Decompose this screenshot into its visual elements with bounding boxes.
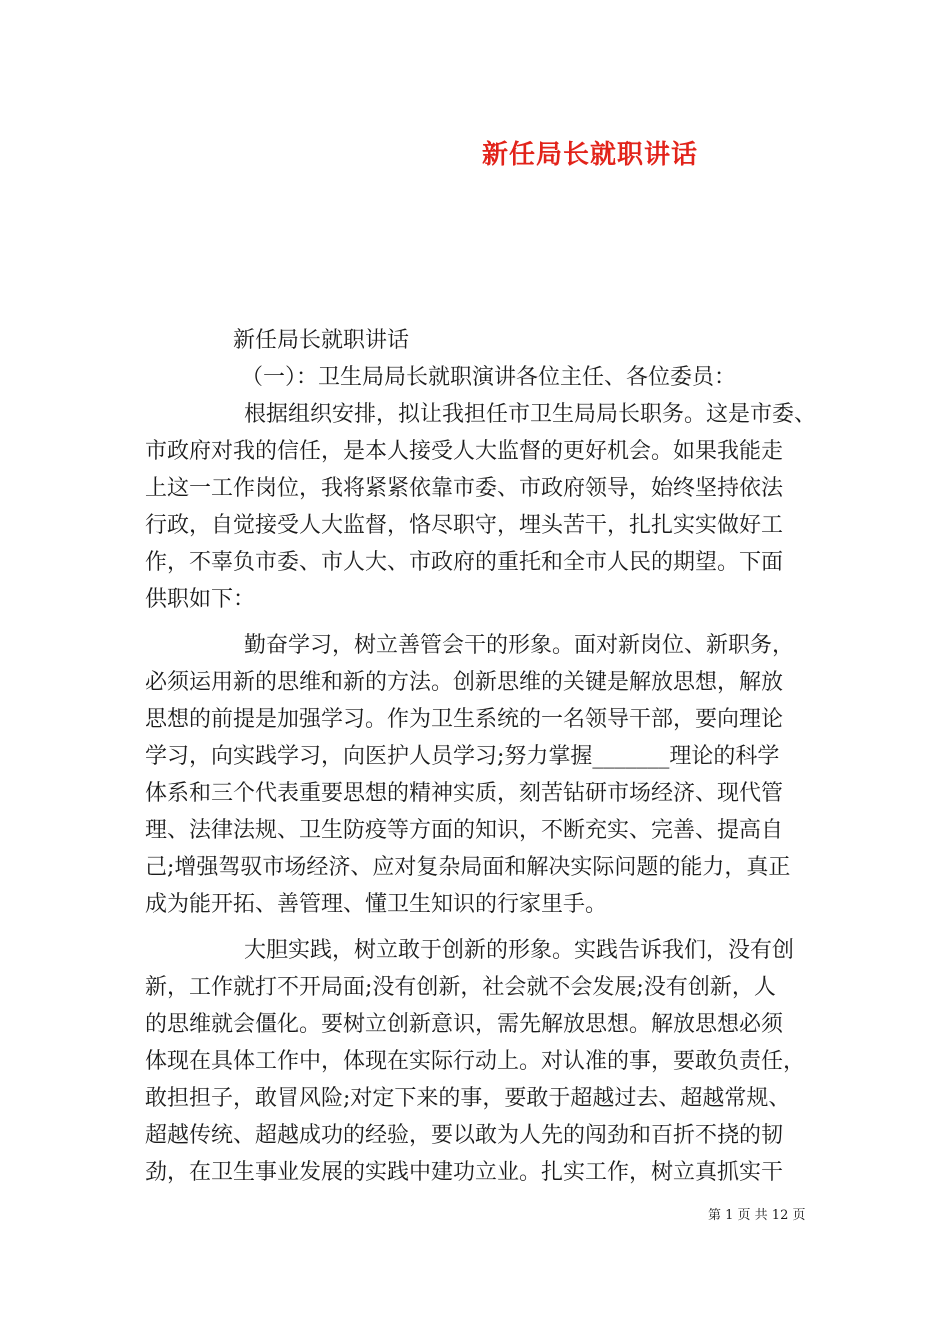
paragraph-line: 体现在具体工作中，体现在实际行动上。对认准的事，要敢负责任，: [145, 1049, 806, 1074]
paragraph-line: 必须运用新的思维和新的方法。创新思维的关键是解放思想，解放: [145, 670, 784, 695]
paragraph-line: 新，工作就打不开局面;没有创新，社会就不会发展;没有创新，人: [145, 975, 776, 1000]
paragraph-line: 勤奋学习，树立善管会干的形象。面对新岗位、新职务，: [244, 633, 795, 658]
paragraph-line: 的思维就会僵化。要树立创新意识，需先解放思想。解放思想必须: [145, 1012, 784, 1037]
paragraph-line: 超越传统、超越成功的经验，要以敢为人先的闯劲和百折不挠的韧: [145, 1123, 784, 1148]
paragraph-line: 学习，向实践学习，向医护人员学习;努力掌握_______理论的科学: [145, 744, 780, 769]
document-body: [145, 322, 825, 1191]
paragraph-line: 根据组织安排，拟让我担任市卫生局局长职务。这是市委、: [244, 402, 817, 427]
paragraph-line: 思想的前提是加强学习。作为卫生系统的一名领导干部，要向理论: [145, 707, 784, 732]
document-subtitle: 新任局长就职讲话: [233, 328, 410, 353]
paragraph-line: 理、法律法规、卫生防疫等方面的知识，不断充实、完善、提高自: [145, 818, 784, 843]
paragraph-line: 己;增强驾驭市场经济、应对复杂局面和解决实际问题的能力，真正: [145, 855, 791, 880]
paragraph-spacer: [145, 618, 825, 627]
paragraph-line: 供职如下：: [145, 587, 256, 612]
paragraph-spacer: [145, 923, 825, 932]
paragraph-line: 成为能开拓、善管理、懂卫生知识的行家里手。: [145, 892, 608, 917]
paragraph-line: 劲，在卫生事业发展的实践中建功立业。扎实工作，树立真抓实干: [145, 1160, 784, 1185]
paragraph-line: 敢担担子，敢冒风险;对定下来的事，要敢于超越过去、超越常规、: [145, 1086, 791, 1111]
paragraph-line: 市政府对我的信任，是本人接受人大监督的更好机会。如果我能走: [145, 439, 784, 464]
paragraph-line: 行政，自觉接受人大监督，恪尽职守，埋头苦干，扎扎实实做好工: [145, 513, 784, 538]
paragraph-line: 上这一工作岗位，我将紧紧依靠市委、市政府领导，始终坚持依法: [145, 476, 784, 501]
document-title: 新任局长就职讲话: [481, 140, 698, 170]
paragraph-line: 大胆实践，树立敢于创新的形象。实践告诉我们，没有创: [244, 938, 795, 963]
paragraph-line: 体系和三个代表重要思想的精神实质，刻苦钻研市场经济、现代管: [145, 781, 784, 806]
paragraph-2: [145, 627, 825, 923]
page-number-footer: 第 1 页 共 12 页: [708, 1208, 806, 1223]
section-heading: （一）：卫生局局长就职演讲各位主任、各位委员：: [241, 365, 737, 390]
paragraph-line: 作，不辜负市委、市人大、市政府的重托和全市人民的期望。下面: [145, 550, 784, 575]
paragraph-1: [145, 396, 825, 618]
paragraph-3: [145, 932, 825, 1191]
